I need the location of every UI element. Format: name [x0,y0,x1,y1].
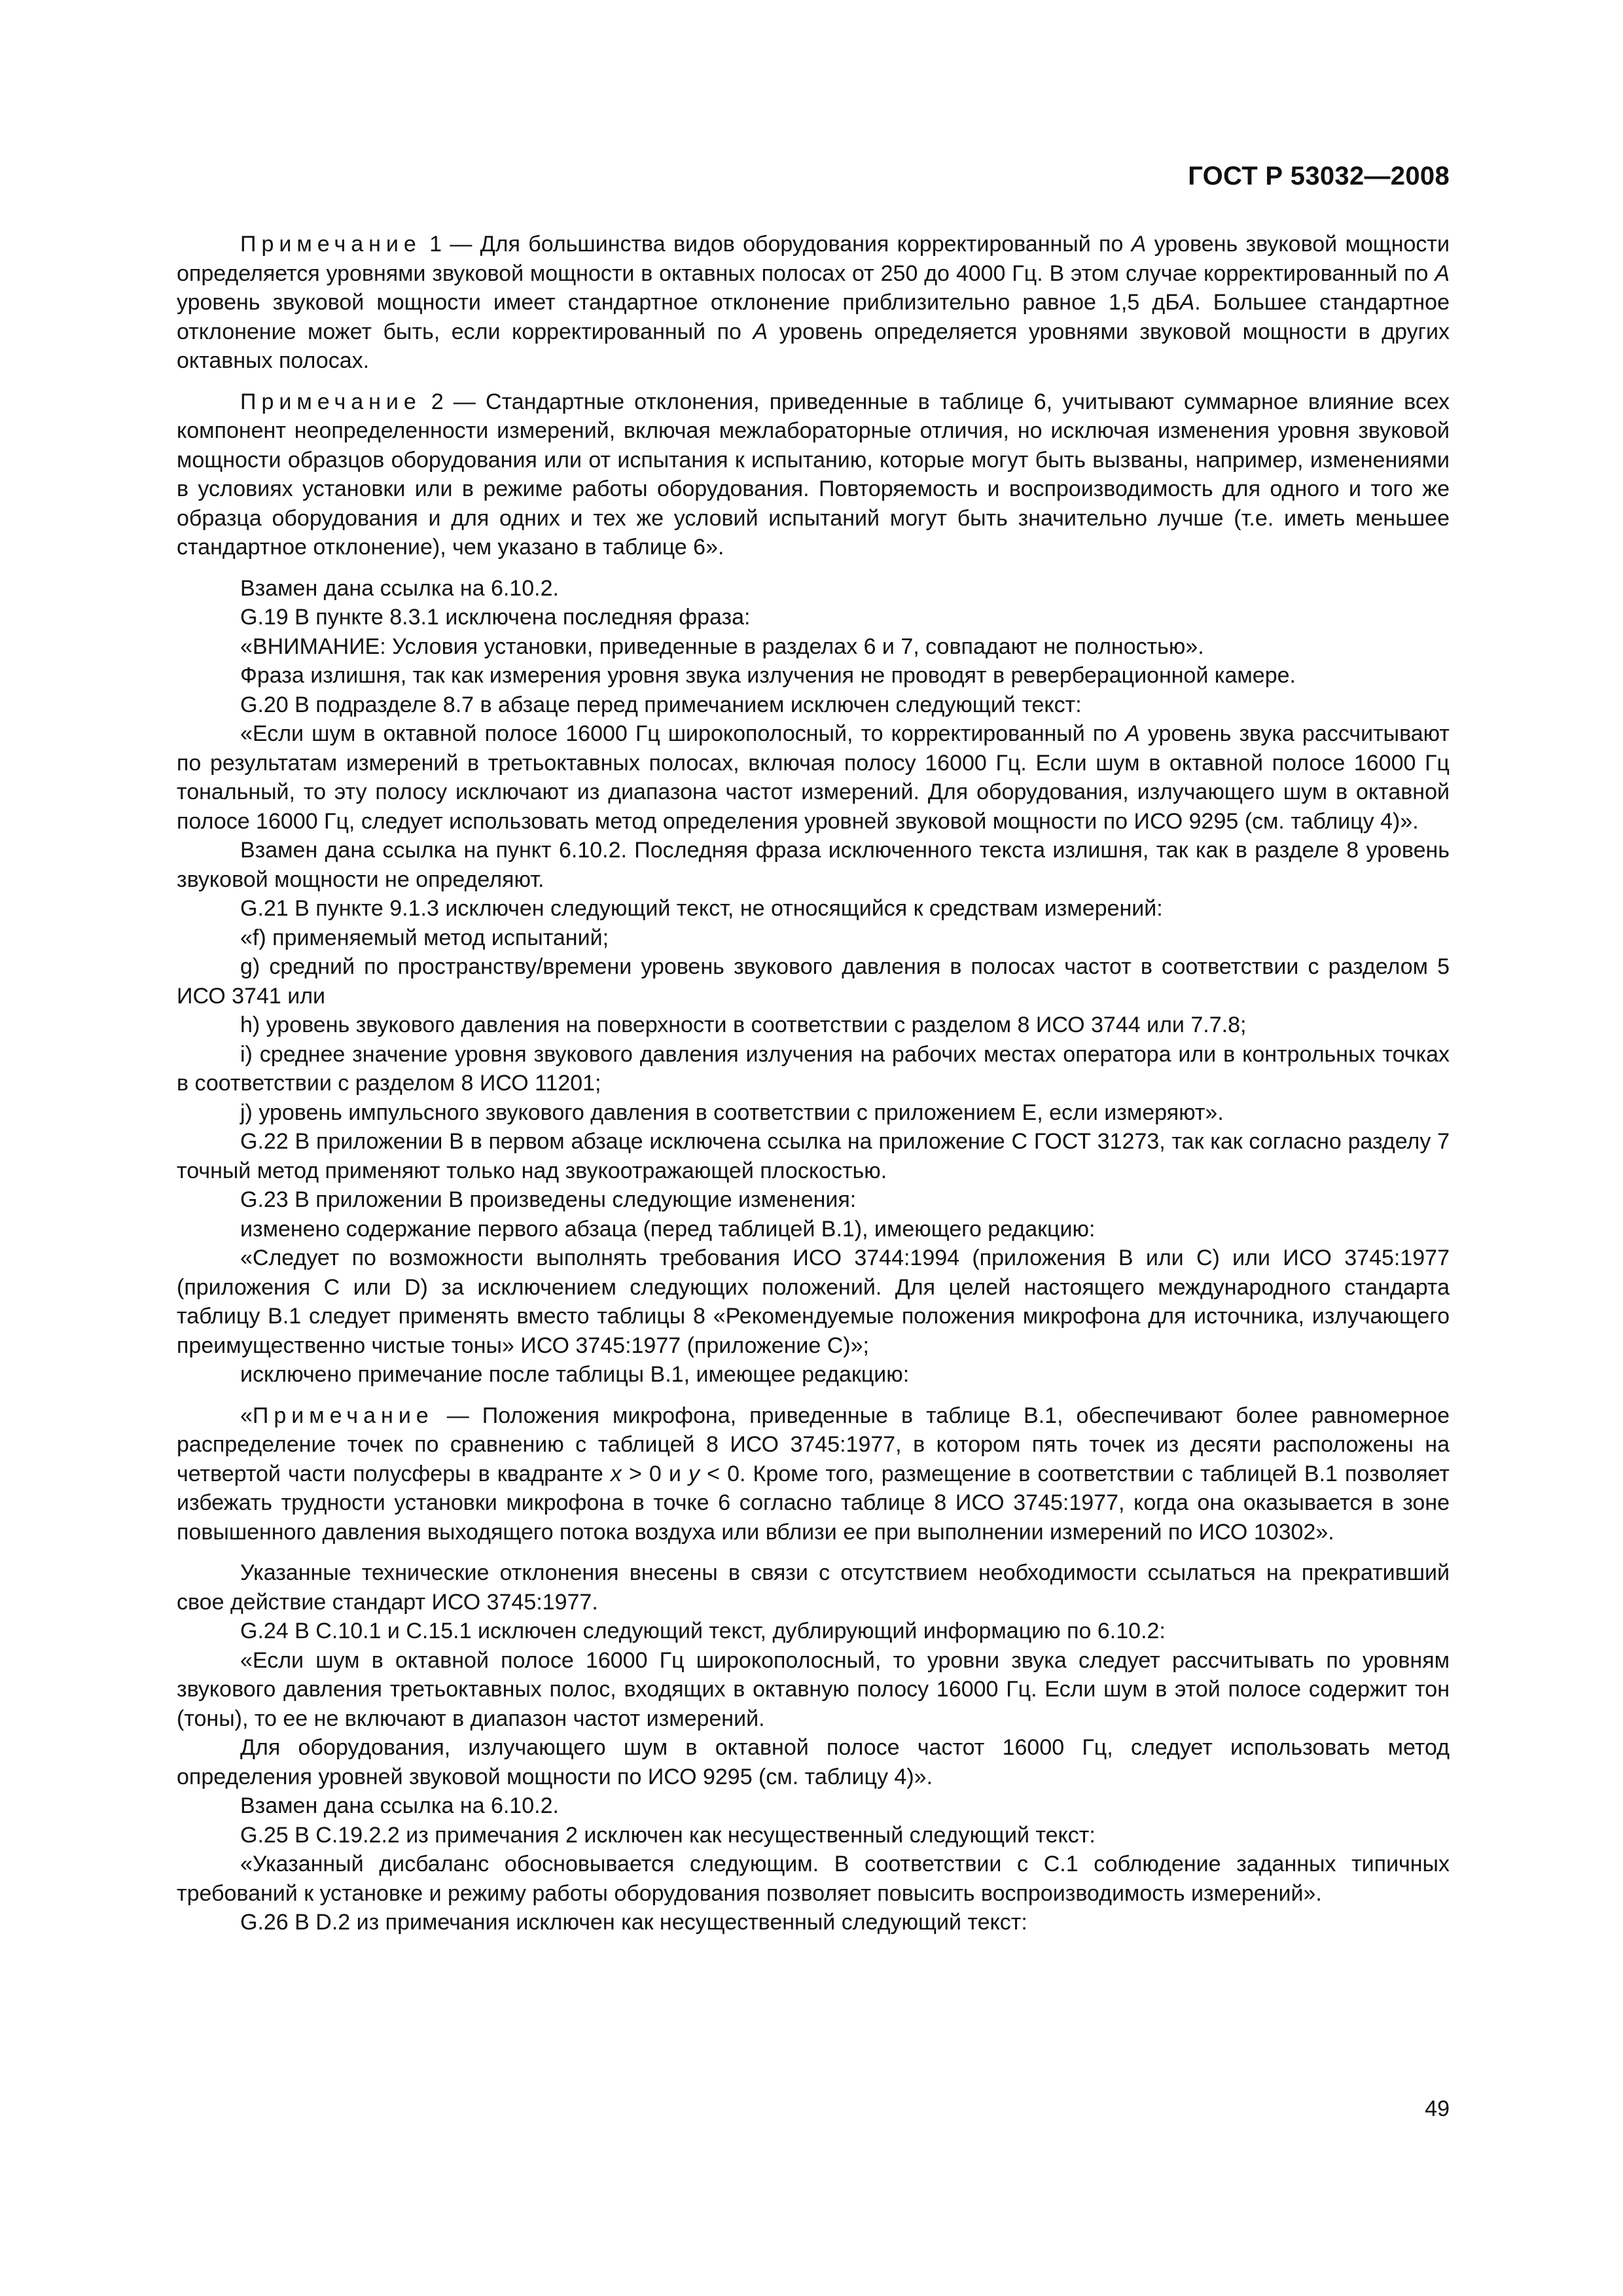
paragraph: Взамен дана ссылка на 6.10.2. [240,575,559,601]
paragraph: Взамен дана ссылка на пункт 6.10.2. Последняя фраза исключенного текста излишня, так как в разделе 8 уровень звуковой мощности не определяют. [177,838,1450,892]
list-item: g) средний по пространству/времени уровень звукового давления в полосах частот в соответствии с разделом 5 ИСО 3741 или [177,954,1450,1009]
paragraph: G.20 В подразделе 8.7 в абзаце перед примечанием исключен следующий текст: [240,692,1082,717]
paragraph: исключено примечание после таблицы В.1, имеющее редакцию: [240,1362,910,1387]
note-2: Примечание 2 — Стандартные отклонения, приведенные в таблице 6, учитывают суммарное влияние всех компонент неопределенности измерений, включая межлабораторные отличия, но исключая изменения уровня звуковой мощности образцов оборудования или от испытания к испытанию, которые могут быть вызваны, например, изменениями в условиях установки или в режиме работы оборудования. Повторяемость и воспроизводимость для одного и того же образца оборудования и для одних и тех же условий испытаний могут быть значительно лучше (т.е. иметь меньшее стандартное отклонение), чем указано в таблице 6». [177,389,1450,560]
paragraph: G.24 В С.10.1 и С.15.1 исключен следующий текст, дублирующий информацию по 6.10.2: [240,1619,1166,1643]
paragraph: изменено содержание первого абзаца (перед таблицей В.1), имеющего редакцию: [240,1216,1096,1242]
paragraph: G.26 В D.2 из примечания исключен как несущественный следующий текст: [240,1910,1027,1935]
paragraph: G.22 В приложении В в первом абзаце исключена ссылка на приложение С ГОСТ 31273, так как согласно разделу 7 точный метод применяют только над звукоотражающей плоскостью. [177,1129,1450,1183]
note-1: Примечание 1 — Для большинства видов оборудования корректированный по А уровень звуковой мощности определяется уровнями звуковой мощности в октавных полосах от 250 до 4000 Гц. В этом случае корректированный по А уровень звуковой мощности имеет стандартное отклонение приблизительно равное 1,5 дБА. Большее стандартное отклонение может быть, если корректированный по А уровень определяется уровнями звуковой мощности в других октавных полосах. [177,232,1450,373]
list-item: h) уровень звукового давления на поверхности в соответствии с разделом 8 ИСО 3744 или 7.7.8; [240,1013,1247,1037]
paragraph: Фраза излишня, так как измерения уровня звука излучения не проводят в реверберационной камере. [240,663,1296,688]
paragraph: G.25 В С.19.2.2 из примечания 2 исключен как несущественный следующий текст: [240,1822,1096,1848]
paragraph: «Если шум в октавной полосе 16000 Гц широкополосный, то уровни звука следует рассчитывать по уровням звукового давления третьоктавных полос, входящих в октавную полосу 16000 Гц. Если шум в этой полосе содержит тон (тоны), то ее не включают в диапазон частот измерений. [177,1647,1450,1731]
note-1-label: Примечание [240,232,421,257]
paragraph: Взамен дана ссылка на 6.10.2. [240,1793,559,1818]
page-number: 49 [1425,2096,1450,2121]
paragraph: Указанные технические отклонения внесены в связи с отсутствием необходимости ссылаться на прекративший свое действие стандарт ИСО 3745:1977. [177,1560,1450,1615]
quoted-note-label: Примечание [252,1403,434,1428]
list-item: i) среднее значение уровня звукового давления излучения на рабочих местах оператора или в контрольных точках в соответствии с разделом 8 ИСО 11201; [177,1041,1450,1096]
paragraph: Для оборудования, излучающего шум в октавной полосе частот 16000 Гц, следует использовать метод определения уровней звуковой мощности по ИСО 9295 (см. таблицу 4)». [177,1735,1450,1789]
document-header: ГОСТ Р 53032—2008 [1188,162,1450,190]
paragraph: «Указанный дисбаланс обосновывается следующим. В соответствии с С.1 соблюдение заданных типичных требований к установке и режиму работы оборудования позволяет повысить воспроизводимость измерений». [177,1852,1450,1906]
list-item: j) уровень импульсного звукового давления в соответствии с приложением Е, если измеряют». [240,1100,1224,1125]
paragraph: G.23 В приложении В произведены следующие изменения: [240,1187,857,1212]
paragraph: «Следует по возможности выполнять требования ИСО 3744:1994 (приложения В или С) или ИСО 3745:1977 (приложения С или D) за исключением следующих положений. Для целей настоящего международного стандарта таблицу В.1 следует применять вместо таблицы 8 «Рекомендуемые положения микрофона для источника, излучающего преимущественно чистые тоны» ИСО 3745:1977 (приложение С)»; [177,1246,1450,1358]
paragraph: «Если шум в октавной полосе 16000 Гц широкополосный, то корректированный по А уровень звука рассчитывают по результатам измерений в третьоктавных полосах, включая полосу 16000 Гц. Если шум в октавной полосе 16000 Гц тональный, то эту полосу исключают из диапазона частот измерений. Для оборудования, излучающего шум в октавной полосе 16000 Гц, следует использовать метод определения уровней звуковой мощности по ИСО 9295 (см. таблицу 4)». [177,721,1450,834]
quoted-note: «Примечание — Положения микрофона, приведенные в таблице В.1, обеспечивают более равномерное распределение точек по сравнению с таблицей 8 ИСО 3745:1977, в котором пять точек из десяти расположены на четвертой части полусферы в квадранте x > 0 и y < 0. Кроме того, размещение в соответствии с таблицей В.1 позволяет избежать трудности установки микрофона в точке 6 согласно таблице 8 ИСО 3745:1977, когда она оказывается в зоне повышенного давления выходящего потока воздуха или вблизи ее при выполнении измерений по ИСО 10302». [177,1403,1450,1545]
paragraph: G.21 В пункте 9.1.3 исключен следующий текст, не относящийся к средствам измерений: [240,896,1163,921]
paragraph: «ВНИМАНИЕ: Условия установки, приведенные в разделах 6 и 7, совпадают не полностью». [240,634,1204,659]
note-2-label: Примечание [240,389,421,414]
paragraph: G.19 В пункте 8.3.1 исключена последняя фраза: [240,605,751,630]
list-item: «f) применяемый метод испытаний; [240,925,609,950]
